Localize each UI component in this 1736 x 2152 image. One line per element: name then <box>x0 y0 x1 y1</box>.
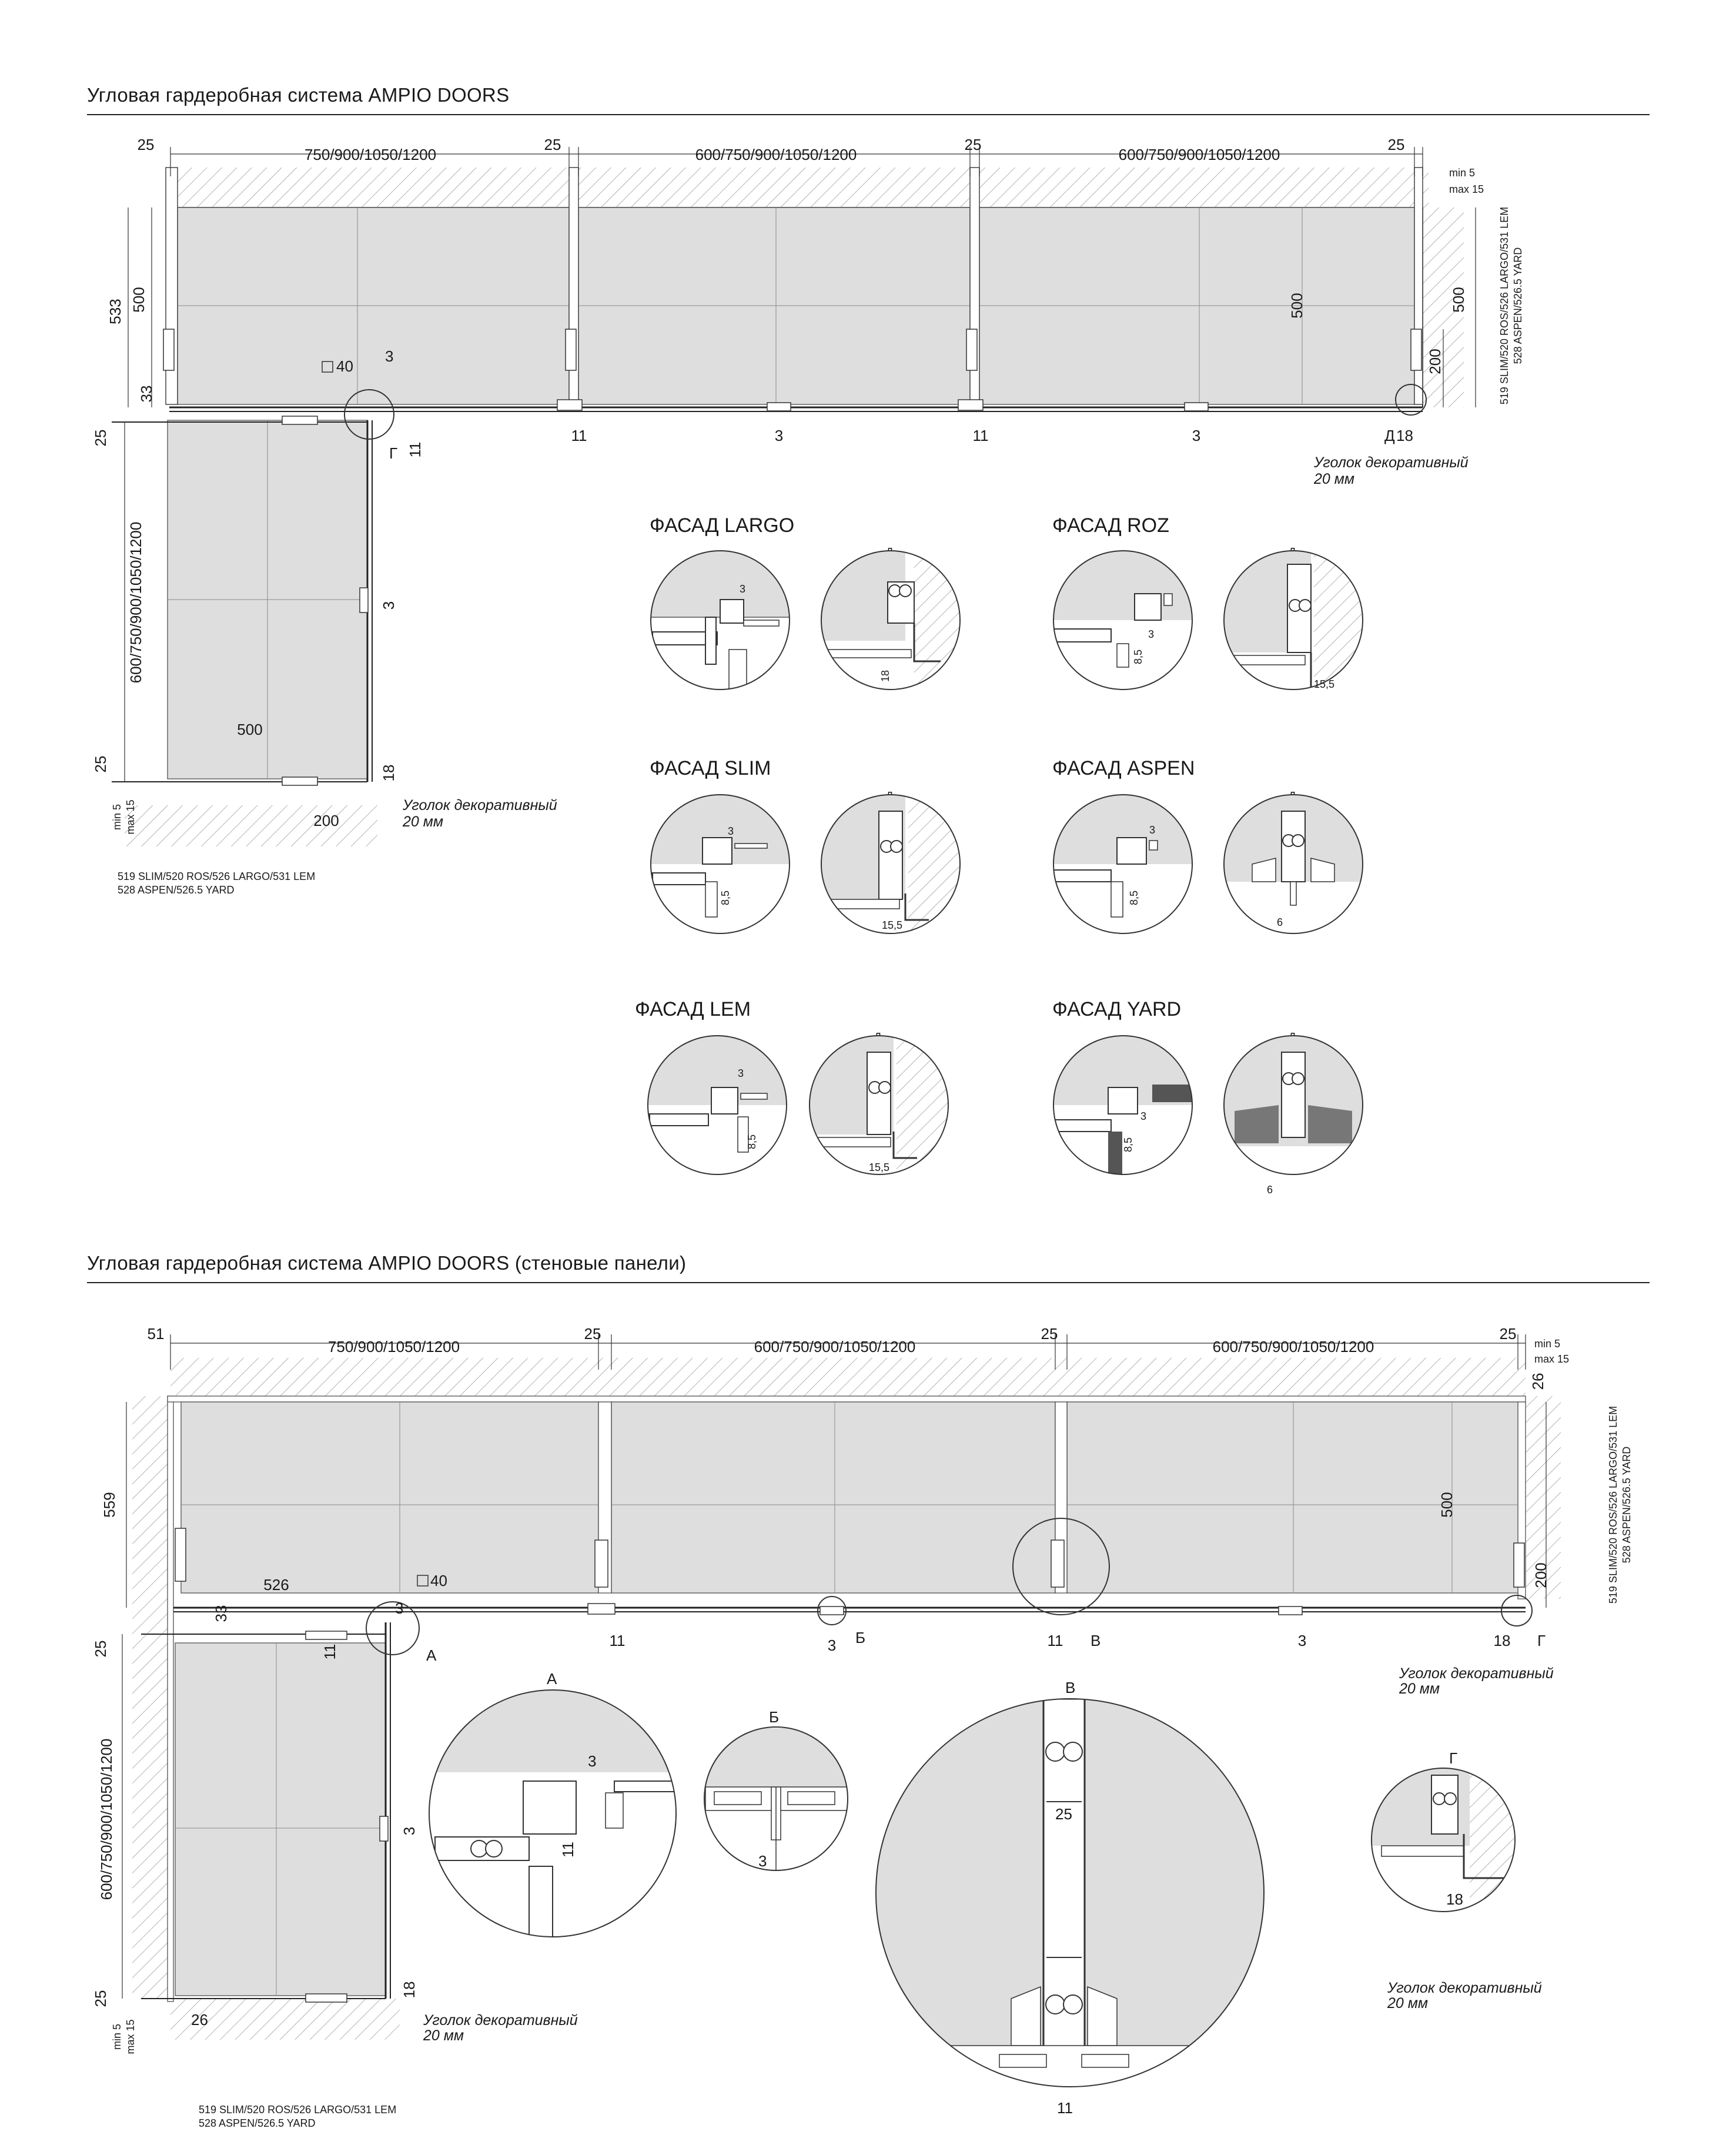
corner2-note-2-detail: 20 мм <box>1387 1995 1429 2012</box>
marker2-g: Г <box>1537 1632 1546 1649</box>
profiles2-right-line-2: 528 ASPEN/526.5 YARD <box>1621 1446 1633 1564</box>
floor-wall-hatch-1 <box>125 805 377 846</box>
slim-d-detail <box>817 794 961 941</box>
dim2-side-widths: 600/750/900/1050/1200 <box>98 1738 115 1900</box>
corner-note-1-right: Уголок декоративный <box>1314 454 1469 471</box>
dim-side-widths: 600/750/900/1050/1200 <box>127 521 145 684</box>
dim2-3-side: 3 <box>400 1826 418 1836</box>
facade-largo-title: ФАСАД LARGO <box>650 514 795 537</box>
dim2-min5-left: min 5 <box>111 2023 123 2050</box>
dim-33: 33 <box>138 385 155 403</box>
wall-cabinet-2 <box>611 1402 1055 1593</box>
corner2-note-1-right: Уголок декоративный <box>1399 1665 1554 1682</box>
dim-top-25-b: 25 <box>544 136 561 153</box>
side-panel-depth-500: 500 <box>237 721 263 738</box>
largo-dim-3: 3 <box>740 583 746 595</box>
detail-v-label: В <box>1065 1679 1076 1696</box>
profiles2-bottom-line-1: 519 SLIM/520 ROS/526 LARGO/531 LEM <box>199 2104 397 2116</box>
dim-top2-25-a: 25 <box>584 1325 601 1343</box>
corner-note-2-right: 20 мм <box>1314 471 1355 487</box>
profiles-bottom-line-1: 519 SLIM/520 ROS/526 LARGO/531 LEM <box>118 871 316 882</box>
dim2-25-left: 25 <box>92 1640 109 1658</box>
corner2-note-2-right: 20 мм <box>1399 1681 1440 1697</box>
roz-dim-8-5: 8,5 <box>1132 649 1144 664</box>
dim-top-25-d: 25 <box>1387 136 1405 153</box>
yard-g-detail <box>1049 1035 1202 1190</box>
lem-d-detail <box>805 1035 949 1182</box>
dim-200-bottom: 200 <box>313 812 339 829</box>
roz-dim-3: 3 <box>1148 628 1155 640</box>
profiles-bottom-line-2: 528 ASPEN/526.5 YARD <box>118 884 235 896</box>
facade-slim-title: ФАСАД SLIM <box>650 757 771 779</box>
gap2-11-a: 11 <box>609 1632 626 1649</box>
detail-g-dim-18: 18 <box>1446 1890 1463 1908</box>
dim2-559: 559 <box>101 1492 118 1518</box>
dim2-500: 500 <box>1438 1492 1456 1518</box>
dim-top-25-a: 25 <box>137 136 155 153</box>
panel-depth-500: 500 <box>1288 293 1306 319</box>
detail-a-label: А <box>547 1670 557 1688</box>
lem-dim-15-5: 15,5 <box>869 1162 890 1173</box>
gap-3-a: 3 <box>774 427 784 444</box>
detail-a-dim-11: 11 <box>559 1842 577 1858</box>
detail-b-label: Б <box>769 1708 780 1726</box>
facade-yard-title: ФАСАД YARD <box>1052 998 1182 1020</box>
slim-dim-15-5: 15,5 <box>882 919 903 931</box>
square2-40-label: 40 <box>430 1572 447 1589</box>
dim-top-width-1: 750/900/1050/1200 <box>304 146 437 163</box>
facade-aspen-title: ФАСАД ASPEN <box>1052 757 1195 779</box>
dim-top-25-c: 25 <box>964 136 982 153</box>
dim-11-corner: 11 <box>406 441 424 458</box>
corner2-note-2-bottom: 20 мм <box>423 2027 464 2044</box>
dim-top-width-3: 600/750/900/1050/1200 <box>1118 146 1280 163</box>
dim2-3-corner: 3 <box>395 1599 404 1617</box>
yard-dim-3: 3 <box>1140 1110 1147 1122</box>
detail-v <box>876 1679 1264 2117</box>
detail-v-dim-25: 25 <box>1055 1805 1072 1823</box>
dim2-min5: min 5 <box>1534 1338 1561 1350</box>
wall-side-cabinet <box>175 1643 386 1996</box>
largo-g-detail <box>647 547 800 691</box>
dim-500-left: 500 <box>130 287 148 313</box>
dim2-26-top: 26 <box>1529 1373 1547 1390</box>
dim-max15-left: max 15 <box>125 799 136 835</box>
aspen-dim-3: 3 <box>1149 824 1156 836</box>
yard-dim-8-5: 8,5 <box>1122 1137 1134 1152</box>
dim-18-side: 18 <box>380 764 397 782</box>
slim-g-detail <box>647 794 800 933</box>
wall-cabinet-1 <box>181 1402 598 1593</box>
detail-g <box>1370 1749 1528 1916</box>
aspen-d-detail <box>1223 794 1370 933</box>
detail-g-label: Г <box>1449 1749 1458 1767</box>
roz-g-detail <box>1049 547 1202 690</box>
dim-18-corner: 18 <box>1396 427 1413 444</box>
marker2-v: В <box>1091 1632 1101 1649</box>
dim-3-top: 3 <box>385 347 394 365</box>
detail-marker-a-2 <box>366 1602 419 1655</box>
facade-details <box>635 514 1370 1196</box>
largo-d-detail <box>817 547 961 694</box>
gap2-3-b: 3 <box>1297 1632 1307 1649</box>
detail-a <box>429 1670 679 1949</box>
dim-top2-width-3: 600/750/900/1050/1200 <box>1212 1338 1374 1356</box>
aspen-dim-6: 6 <box>1277 916 1283 928</box>
detail-b-dim-3: 3 <box>758 1852 767 1870</box>
lem-g-detail <box>644 1035 797 1174</box>
back-wall-hatch-1 <box>170 168 1429 207</box>
dim2-33: 33 <box>212 1605 230 1622</box>
marker2-a: А <box>426 1646 437 1664</box>
square-40-label: 40 <box>336 357 353 375</box>
left-wall-hatch-2 <box>132 1396 168 1999</box>
section-2-title: Угловая гардеробная система AMPIO DOORS (стеновые панели) <box>87 1252 687 1274</box>
dim-top2-51: 51 <box>147 1325 165 1343</box>
dim-top2-width-2: 600/750/900/1050/1200 <box>754 1338 916 1356</box>
dim2-18-side: 18 <box>400 1981 418 1999</box>
marker-d-label: Д <box>1384 427 1395 444</box>
dim2-200: 200 <box>1532 1562 1550 1588</box>
slim-dim-8-5: 8,5 <box>720 890 731 905</box>
detail-marker-g-2 <box>1501 1595 1532 1626</box>
corner2-note-1-bottom: Уголок декоративный <box>423 2012 578 2029</box>
dim2-526: 526 <box>263 1576 289 1594</box>
largo-dim-18: 18 <box>879 670 891 682</box>
profiles2-bottom-line-2: 528 ASPEN/526.5 YARD <box>199 2117 316 2129</box>
roz-d-detail <box>1223 547 1367 694</box>
dim2-max15-left: max 15 <box>125 2019 136 2054</box>
gap2-11-b: 11 <box>1047 1632 1063 1649</box>
gap2-3-a: 3 <box>827 1636 837 1654</box>
profiles-right-line-2: 528 ASPEN/526.5 YARD <box>1512 247 1524 364</box>
roz-dim-15-5: 15,5 <box>1314 678 1335 690</box>
dim-500-right: 500 <box>1450 287 1467 313</box>
dim-top2-25-b: 25 <box>1041 1325 1058 1343</box>
corner-note-1-bottom: Уголок декоративный <box>403 797 557 814</box>
dim2-11-side: 11 <box>321 1644 339 1660</box>
yard-dim-6: 6 <box>1267 1184 1273 1196</box>
dim-top-width-2: 600/750/900/1050/1200 <box>695 146 857 163</box>
dim2-25-left-b: 25 <box>92 1990 109 2007</box>
dim-min5-right: min 5 <box>1449 167 1476 179</box>
plan-2 <box>92 1325 1633 2129</box>
gap-11-a: 11 <box>571 427 587 444</box>
gap-3-b: 3 <box>1192 427 1201 444</box>
gap2-18: 18 <box>1493 1632 1511 1649</box>
dim-25-left: 25 <box>92 429 109 447</box>
facade-roz-title: ФАСАД ROZ <box>1052 514 1169 537</box>
dim2-26-bottom: 26 <box>191 2011 208 2029</box>
slim-dim-3: 3 <box>728 825 734 837</box>
detail-a-dim-3: 3 <box>588 1752 597 1770</box>
aspen-dim-8-5: 8,5 <box>1128 890 1140 905</box>
dim-533: 533 <box>106 299 124 324</box>
profiles-right-line-1: 519 SLIM/520 ROS/526 LARGO/531 LEM <box>1498 206 1510 405</box>
profiles2-right-line-1: 519 SLIM/520 ROS/526 LARGO/531 LEM <box>1607 1405 1619 1604</box>
marker-g-label: Г <box>389 444 398 462</box>
detail-b <box>703 1708 849 1887</box>
lem-dim-8-5: 8,5 <box>746 1134 758 1149</box>
dim-top2-width-1: 750/900/1050/1200 <box>327 1338 460 1356</box>
marker2-b: Б <box>855 1629 866 1646</box>
aspen-g-detail <box>1049 794 1202 933</box>
dim-top2-25-c: 25 <box>1499 1325 1517 1343</box>
detail-v-dim-11: 11 <box>1057 2099 1073 2117</box>
plan-1 <box>92 136 1524 896</box>
dim-3-side: 3 <box>380 601 397 610</box>
back-wall-hatch-2 <box>170 1358 1526 1396</box>
dim-max15-right: max 15 <box>1449 183 1484 195</box>
facade-lem-title: ФАСАД LEM <box>635 998 751 1020</box>
dim-25-left-b: 25 <box>92 755 109 773</box>
dim-min5-left: min 5 <box>111 804 123 831</box>
dim2-max15: max 15 <box>1534 1353 1570 1365</box>
gap-11-b: 11 <box>972 427 989 444</box>
lem-dim-3: 3 <box>738 1067 744 1079</box>
dim-200-right: 200 <box>1426 349 1444 374</box>
corner2-note-1-detail: Уголок декоративный <box>1387 1980 1542 1996</box>
yard-d-detail <box>1223 1035 1370 1196</box>
corner-note-2-bottom: 20 мм <box>403 814 444 830</box>
section-1-title: Угловая гардеробная система AMPIO DOORS <box>87 84 510 106</box>
wall-panel-details <box>429 1670 1528 2117</box>
